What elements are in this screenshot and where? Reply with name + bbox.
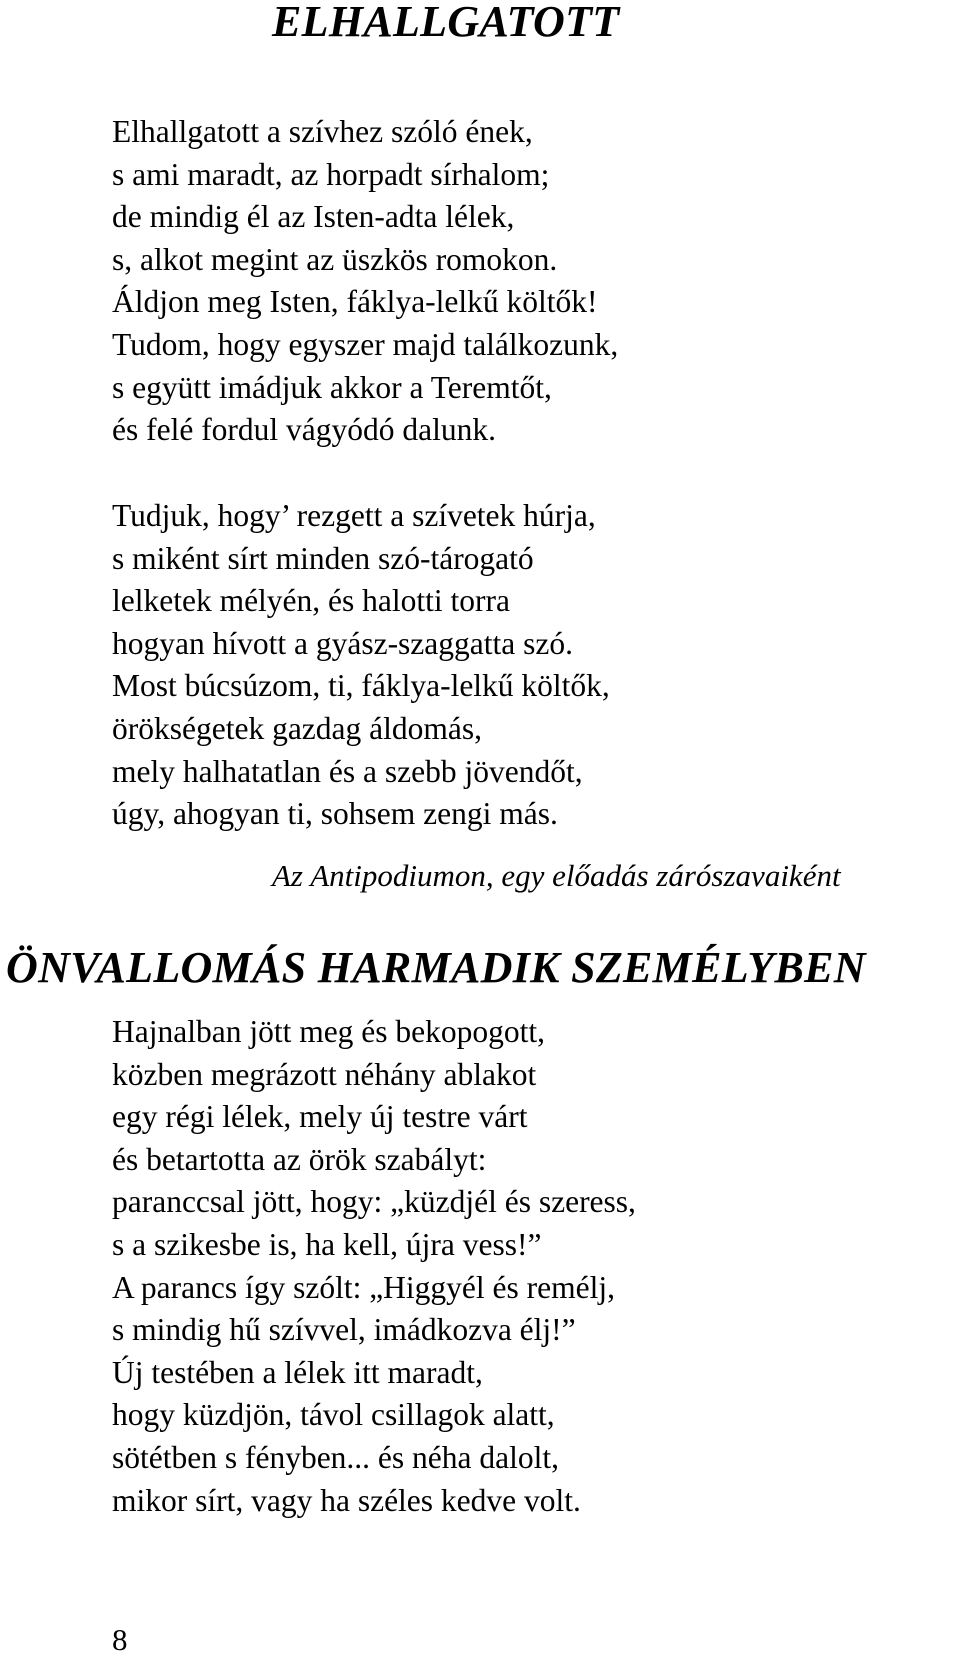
poem-title: ELHALLGATOTT (272, 0, 620, 46)
poem-line: egy régi lélek, mely új testre várt (112, 1099, 528, 1135)
poem-line: közben megrázott néhány ablakot (112, 1056, 537, 1092)
poem-line: s, alkot megint az üszkös romokon. (112, 241, 558, 277)
poem-line: úgy, ahogyan ti, sohsem zengi más. (112, 796, 558, 832)
poem-line: s a szikesbe is, ha kell, újra vess!” (112, 1226, 542, 1262)
poem-stanza (112, 111, 618, 452)
poem-line: és betartotta az örök szabályt: (112, 1141, 487, 1177)
poem-line: A parancs így szólt: „Higgyél és remélj, (112, 1269, 615, 1305)
poem-stanza (112, 495, 610, 836)
poem-line: s együtt imádjuk akkor a Teremtőt, (112, 369, 552, 405)
poem-line: mikor sírt, vagy ha széles kedve volt. (112, 1482, 581, 1518)
poem-line: Elhallgatott a szívhez szóló ének, (112, 114, 533, 149)
poem-line: sötétben s fényben... és néha dalolt, (112, 1439, 559, 1475)
poem-line: lelketek mélyén, és halotti torra (112, 583, 510, 619)
poem-line: Tudom, hogy egyszer majd találkozunk, (112, 326, 619, 362)
poem-note: Az Antipodiumon, egy előadás zárószavaiként (272, 858, 841, 893)
poem-line: Új testében a lélek itt maradt, (112, 1354, 483, 1390)
poem-line: Hajnalban jött meg és bekopogott, (112, 1014, 546, 1049)
poem-stanza (112, 1011, 636, 1522)
poem-line: de mindig él az Isten-adta lélek, (112, 199, 515, 235)
poem-line: s mindig hű szívvel, imádkozva élj!” (112, 1312, 576, 1348)
poem-line: Tudjuk, hogy’ rezgett a szívetek húrja, (112, 498, 596, 533)
poem-line: s ami maradt, az horpadt sírhalom; (112, 156, 550, 192)
poem-line: Most búcsúzom, ti, fáklya-lelkű költők, (112, 668, 610, 704)
poem-line: és felé fordul vágyódó dalunk. (112, 412, 497, 448)
poem-title: ÖNVALLOMÁS HARMADIK SZEMÉLYBEN (6, 943, 866, 992)
poem-line: s miként sírt minden szó-tárogató (112, 540, 534, 576)
poem-line: hogy küzdjön, távol csillagok alatt, (112, 1397, 555, 1433)
page-number: 8 (112, 1622, 128, 1657)
poem-line: hogyan hívott a gyász-szaggatta szó. (112, 625, 573, 661)
poem-line: mely halhatatlan és a szebb jövendőt, (112, 753, 583, 789)
poem-line: paranccsal jött, hogy: „küzdjél és szeress, (112, 1184, 636, 1220)
poem-line: Áldjon meg Isten, fáklya-lelkű költők! (112, 284, 598, 320)
poem-line: örökségetek gazdag áldomás, (112, 710, 482, 746)
